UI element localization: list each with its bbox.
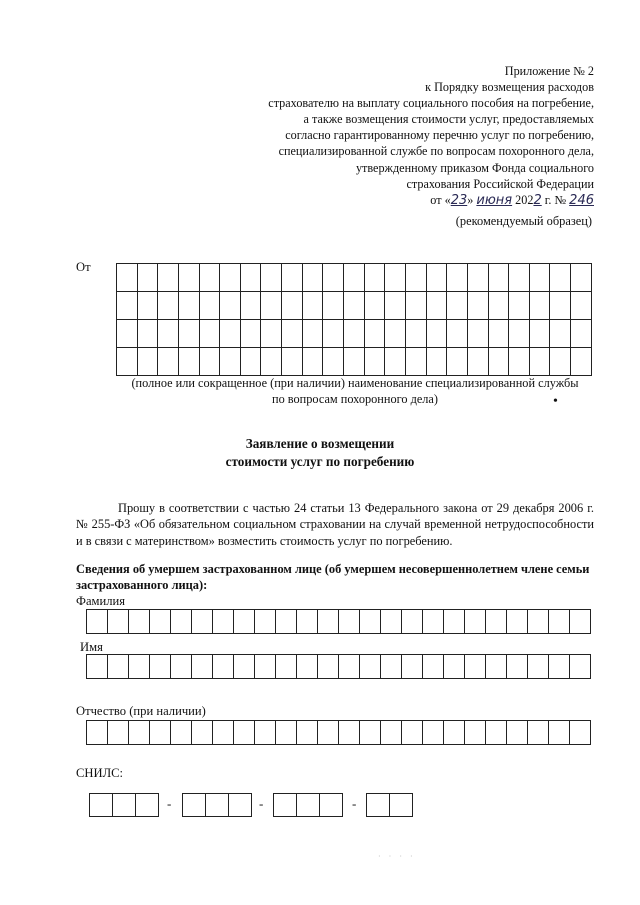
organization-name-cell[interactable] [509,348,530,376]
character-cell[interactable] [464,609,486,634]
organization-name-cell[interactable] [282,348,303,376]
appendix-line: страхователю на выплату социального пособия на погребение, [268,96,594,111]
snils-separator: - [259,796,264,811]
snils-digit-cell[interactable] [112,793,136,817]
character-cell[interactable] [527,720,549,745]
organization-name-cell[interactable] [426,320,447,348]
snils-digit-cell[interactable] [296,793,320,817]
organization-name-cell[interactable] [344,264,365,292]
from-label: От [76,260,91,274]
character-cell[interactable] [86,720,108,745]
snils-group-4[interactable] [366,793,413,817]
organization-name-cell[interactable] [261,264,282,292]
character-cell[interactable] [191,654,213,679]
organization-name-cell[interactable] [405,348,426,376]
organization-name-cell[interactable] [344,292,365,320]
character-cell[interactable] [233,654,255,679]
snils-separator: - [352,796,357,811]
organization-name-cell[interactable] [178,320,199,348]
character-cell[interactable] [527,654,549,679]
organization-name-cell[interactable] [323,292,344,320]
snils-group-2[interactable] [182,793,252,817]
organization-name-cell[interactable] [426,292,447,320]
character-cell[interactable] [107,654,129,679]
organization-name-cell[interactable] [529,264,550,292]
organization-name-cell[interactable] [178,292,199,320]
organization-name-cell[interactable] [282,320,303,348]
organization-name-cell[interactable] [344,348,365,376]
character-cell[interactable] [275,609,297,634]
character-cell[interactable] [359,609,381,634]
organization-name-cell[interactable] [199,320,220,348]
organization-name-cell[interactable] [385,264,406,292]
snils-digit-cell[interactable] [205,793,229,817]
organization-name-cell[interactable] [467,292,488,320]
appendix-line: Приложение № 2 [504,64,594,78]
character-cell[interactable] [107,609,129,634]
handwritten-year-digit: 2 [533,192,542,208]
character-cell[interactable] [338,654,360,679]
order-date-line: от «23» июня 2022 г. № 246 [430,192,594,208]
snils-digit-cell[interactable] [319,793,343,817]
organization-name-cell[interactable] [158,264,179,292]
organization-name-cell[interactable] [385,292,406,320]
organization-name-cell[interactable] [509,292,530,320]
organization-name-cell[interactable] [571,348,592,376]
character-cell[interactable] [254,720,276,745]
organization-name-cell[interactable] [220,264,241,292]
character-cell[interactable] [191,720,213,745]
character-cell[interactable] [149,609,171,634]
character-cell[interactable] [338,609,360,634]
character-cell[interactable] [338,720,360,745]
patronymic-label: Отчество (при наличии) [76,704,206,718]
organization-name-cell[interactable] [364,264,385,292]
organization-name-cell[interactable] [467,320,488,348]
organization-name-cell[interactable] [240,348,261,376]
organization-grid-table [116,263,592,376]
organization-name-cell[interactable] [571,292,592,320]
organization-name-grid[interactable] [116,263,592,375]
organization-name-cell[interactable] [137,320,158,348]
organization-name-cell[interactable] [323,264,344,292]
snils-digit-cell[interactable] [135,793,159,817]
organization-name-cell[interactable] [302,320,323,348]
character-cell[interactable] [485,654,507,679]
organization-name-cell[interactable] [261,348,282,376]
organization-name-cell[interactable] [323,348,344,376]
organization-name-cell[interactable] [117,348,138,376]
snils-digit-cell[interactable] [389,793,413,817]
organization-name-cell[interactable] [158,320,179,348]
snils-digit-cell[interactable] [89,793,113,817]
organization-name-cell[interactable] [137,264,158,292]
character-cell[interactable] [233,720,255,745]
character-cell[interactable] [548,720,570,745]
organization-caption: (полное или сокращенное (при наличии) наименование специализированной службы по вопросам похоронного дела) [131,376,579,406]
character-cell[interactable] [254,654,276,679]
organization-name-cell[interactable] [488,348,509,376]
character-cell[interactable] [317,720,339,745]
character-cell[interactable] [422,720,444,745]
organization-name-cell[interactable] [509,264,530,292]
character-cell[interactable] [422,609,444,634]
organization-grid-row [117,264,592,292]
document-title: Заявление о возмещении стоимости услуг по погребению [225,436,415,469]
snils-label: СНИЛС: [76,766,124,780]
character-cell[interactable] [506,720,528,745]
organization-name-cell[interactable] [117,292,138,320]
organization-name-cell[interactable] [488,292,509,320]
character-cell[interactable] [275,654,297,679]
organization-grid-row [117,292,592,320]
request-paragraph: Прошу в соответствии с частью 24 статьи 13 Федерального закона от 29 декабря 2006 г. № 255-ФЗ «Об обязательном социальном страховании на случай временной нетрудоспособности и в связи с материнством» возместить стоимость услуг по погребению. [76,501,594,548]
appendix-header [268,63,594,209]
organization-name-cell[interactable] [447,320,468,348]
stray-mark: • [553,394,558,409]
character-cell[interactable] [128,720,150,745]
character-cell[interactable] [422,654,444,679]
character-cell[interactable] [443,609,465,634]
character-cell[interactable] [443,720,465,745]
organization-name-cell[interactable] [302,348,323,376]
organization-name-cell[interactable] [220,348,241,376]
organization-name-cell[interactable] [158,348,179,376]
organization-name-cell[interactable] [364,292,385,320]
organization-grid-row [117,320,592,348]
organization-name-cell[interactable] [364,348,385,376]
character-cell[interactable] [548,654,570,679]
organization-name-cell[interactable] [447,292,468,320]
character-cell[interactable] [401,609,423,634]
organization-name-cell[interactable] [529,348,550,376]
character-cell[interactable] [401,654,423,679]
character-cell[interactable] [317,654,339,679]
character-cell[interactable] [506,609,528,634]
character-cell[interactable] [443,654,465,679]
character-cell[interactable] [527,609,549,634]
snils-separator: - [167,796,172,811]
organization-name-cell[interactable] [220,320,241,348]
character-cell[interactable] [380,720,402,745]
organization-name-cell[interactable] [117,320,138,348]
organization-name-cell[interactable] [137,348,158,376]
appendix-line: специализированной службе по вопросам похоронного дела, [278,144,594,159]
name-field[interactable] [86,654,591,679]
character-cell[interactable] [380,609,402,634]
character-cell[interactable] [128,654,150,679]
character-cell[interactable] [548,609,570,634]
organization-name-cell[interactable] [426,348,447,376]
snils-digit-cell[interactable] [366,793,390,817]
organization-name-cell[interactable] [240,320,261,348]
organization-name-cell[interactable] [467,348,488,376]
organization-name-cell[interactable] [137,292,158,320]
appendix-line: утвержденному приказом Фонда социального [355,160,594,175]
organization-name-cell[interactable] [447,264,468,292]
character-cell[interactable] [212,609,234,634]
organization-name-cell[interactable] [344,320,365,348]
organization-name-cell[interactable] [550,292,571,320]
character-cell[interactable] [170,609,192,634]
organization-name-cell[interactable] [488,264,509,292]
snils-group-3[interactable] [273,793,343,817]
name-label: Имя [80,640,103,654]
character-cell[interactable] [233,609,255,634]
character-cell[interactable] [212,654,234,679]
organization-name-cell[interactable] [199,348,220,376]
character-cell[interactable] [149,720,171,745]
organization-name-cell[interactable] [240,292,261,320]
character-cell[interactable] [464,654,486,679]
character-cell[interactable] [296,609,318,634]
character-cell[interactable] [296,720,318,745]
character-cell[interactable] [86,654,108,679]
organization-name-cell[interactable] [199,292,220,320]
organization-name-cell[interactable] [467,264,488,292]
character-cell[interactable] [569,609,591,634]
character-cell[interactable] [485,720,507,745]
organization-name-cell[interactable] [571,264,592,292]
organization-name-cell[interactable] [447,348,468,376]
deceased-section-title: Сведения об умершем застрахованном лице (об умершем несовершеннолетнем члене семьи застрахованного лица): [76,562,590,592]
surname-field[interactable] [86,609,591,634]
organization-name-cell[interactable] [178,264,199,292]
handwritten-month: июня [476,192,513,208]
character-cell[interactable] [254,609,276,634]
handwritten-day: 23 [450,192,468,208]
organization-name-cell[interactable] [261,292,282,320]
snils-group-1[interactable] [89,793,159,817]
scan-noise: · · · · [378,852,416,861]
organization-name-cell[interactable] [426,264,447,292]
organization-name-cell[interactable] [364,320,385,348]
organization-name-cell[interactable] [220,292,241,320]
organization-name-cell[interactable] [158,292,179,320]
character-cell[interactable] [128,609,150,634]
appendix-line: страхования Российской Федерации [406,176,594,191]
organization-name-cell[interactable] [240,264,261,292]
character-cell[interactable] [569,720,591,745]
character-cell[interactable] [359,720,381,745]
organization-name-cell[interactable] [550,320,571,348]
snils-digit-cell[interactable] [228,793,252,817]
character-cell[interactable] [506,654,528,679]
organization-name-cell[interactable] [550,348,571,376]
organization-name-cell[interactable] [282,264,303,292]
character-cell[interactable] [149,654,171,679]
character-cell[interactable] [317,609,339,634]
appendix-line: а также возмещения стоимости услуг, предоставляемых [303,112,594,127]
organization-grid-row [117,348,592,376]
organization-name-cell[interactable] [405,292,426,320]
organization-name-cell[interactable] [529,320,550,348]
organization-name-cell[interactable] [178,348,199,376]
organization-name-cell[interactable] [282,292,303,320]
organization-name-cell[interactable] [302,292,323,320]
handwritten-order-number: 246 [569,192,594,208]
snils-digit-cell[interactable] [273,793,297,817]
character-cell[interactable] [296,654,318,679]
character-cell[interactable] [170,720,192,745]
character-cell[interactable] [86,609,108,634]
organization-name-cell[interactable] [550,264,571,292]
organization-name-cell[interactable] [405,320,426,348]
appendix-line: к Порядку возмещения расходов [425,80,594,95]
character-cell[interactable] [401,720,423,745]
organization-name-cell[interactable] [385,320,406,348]
snils-digit-cell[interactable] [182,793,206,817]
organization-name-cell[interactable] [323,320,344,348]
appendix-line: согласно гарантированному перечню услуг по погребению, [285,128,594,143]
organization-name-cell[interactable] [509,320,530,348]
organization-name-cell[interactable] [571,320,592,348]
character-cell[interactable] [191,609,213,634]
organization-name-cell[interactable] [261,320,282,348]
surname-label: Фамилия [76,594,126,608]
character-cell[interactable] [359,654,381,679]
character-cell[interactable] [275,720,297,745]
organization-name-cell[interactable] [488,320,509,348]
character-cell[interactable] [107,720,129,745]
character-cell[interactable] [569,654,591,679]
organization-name-cell[interactable] [302,264,323,292]
organization-name-cell[interactable] [529,292,550,320]
organization-name-cell[interactable] [405,264,426,292]
organization-name-cell[interactable] [117,264,138,292]
patronymic-field[interactable] [86,720,591,745]
character-cell[interactable] [485,609,507,634]
character-cell[interactable] [170,654,192,679]
sample-note: (рекомендуемый образец) [455,214,592,228]
character-cell[interactable] [212,720,234,745]
character-cell[interactable] [380,654,402,679]
organization-name-cell[interactable] [385,348,406,376]
character-cell[interactable] [464,720,486,745]
organization-name-cell[interactable] [199,264,220,292]
